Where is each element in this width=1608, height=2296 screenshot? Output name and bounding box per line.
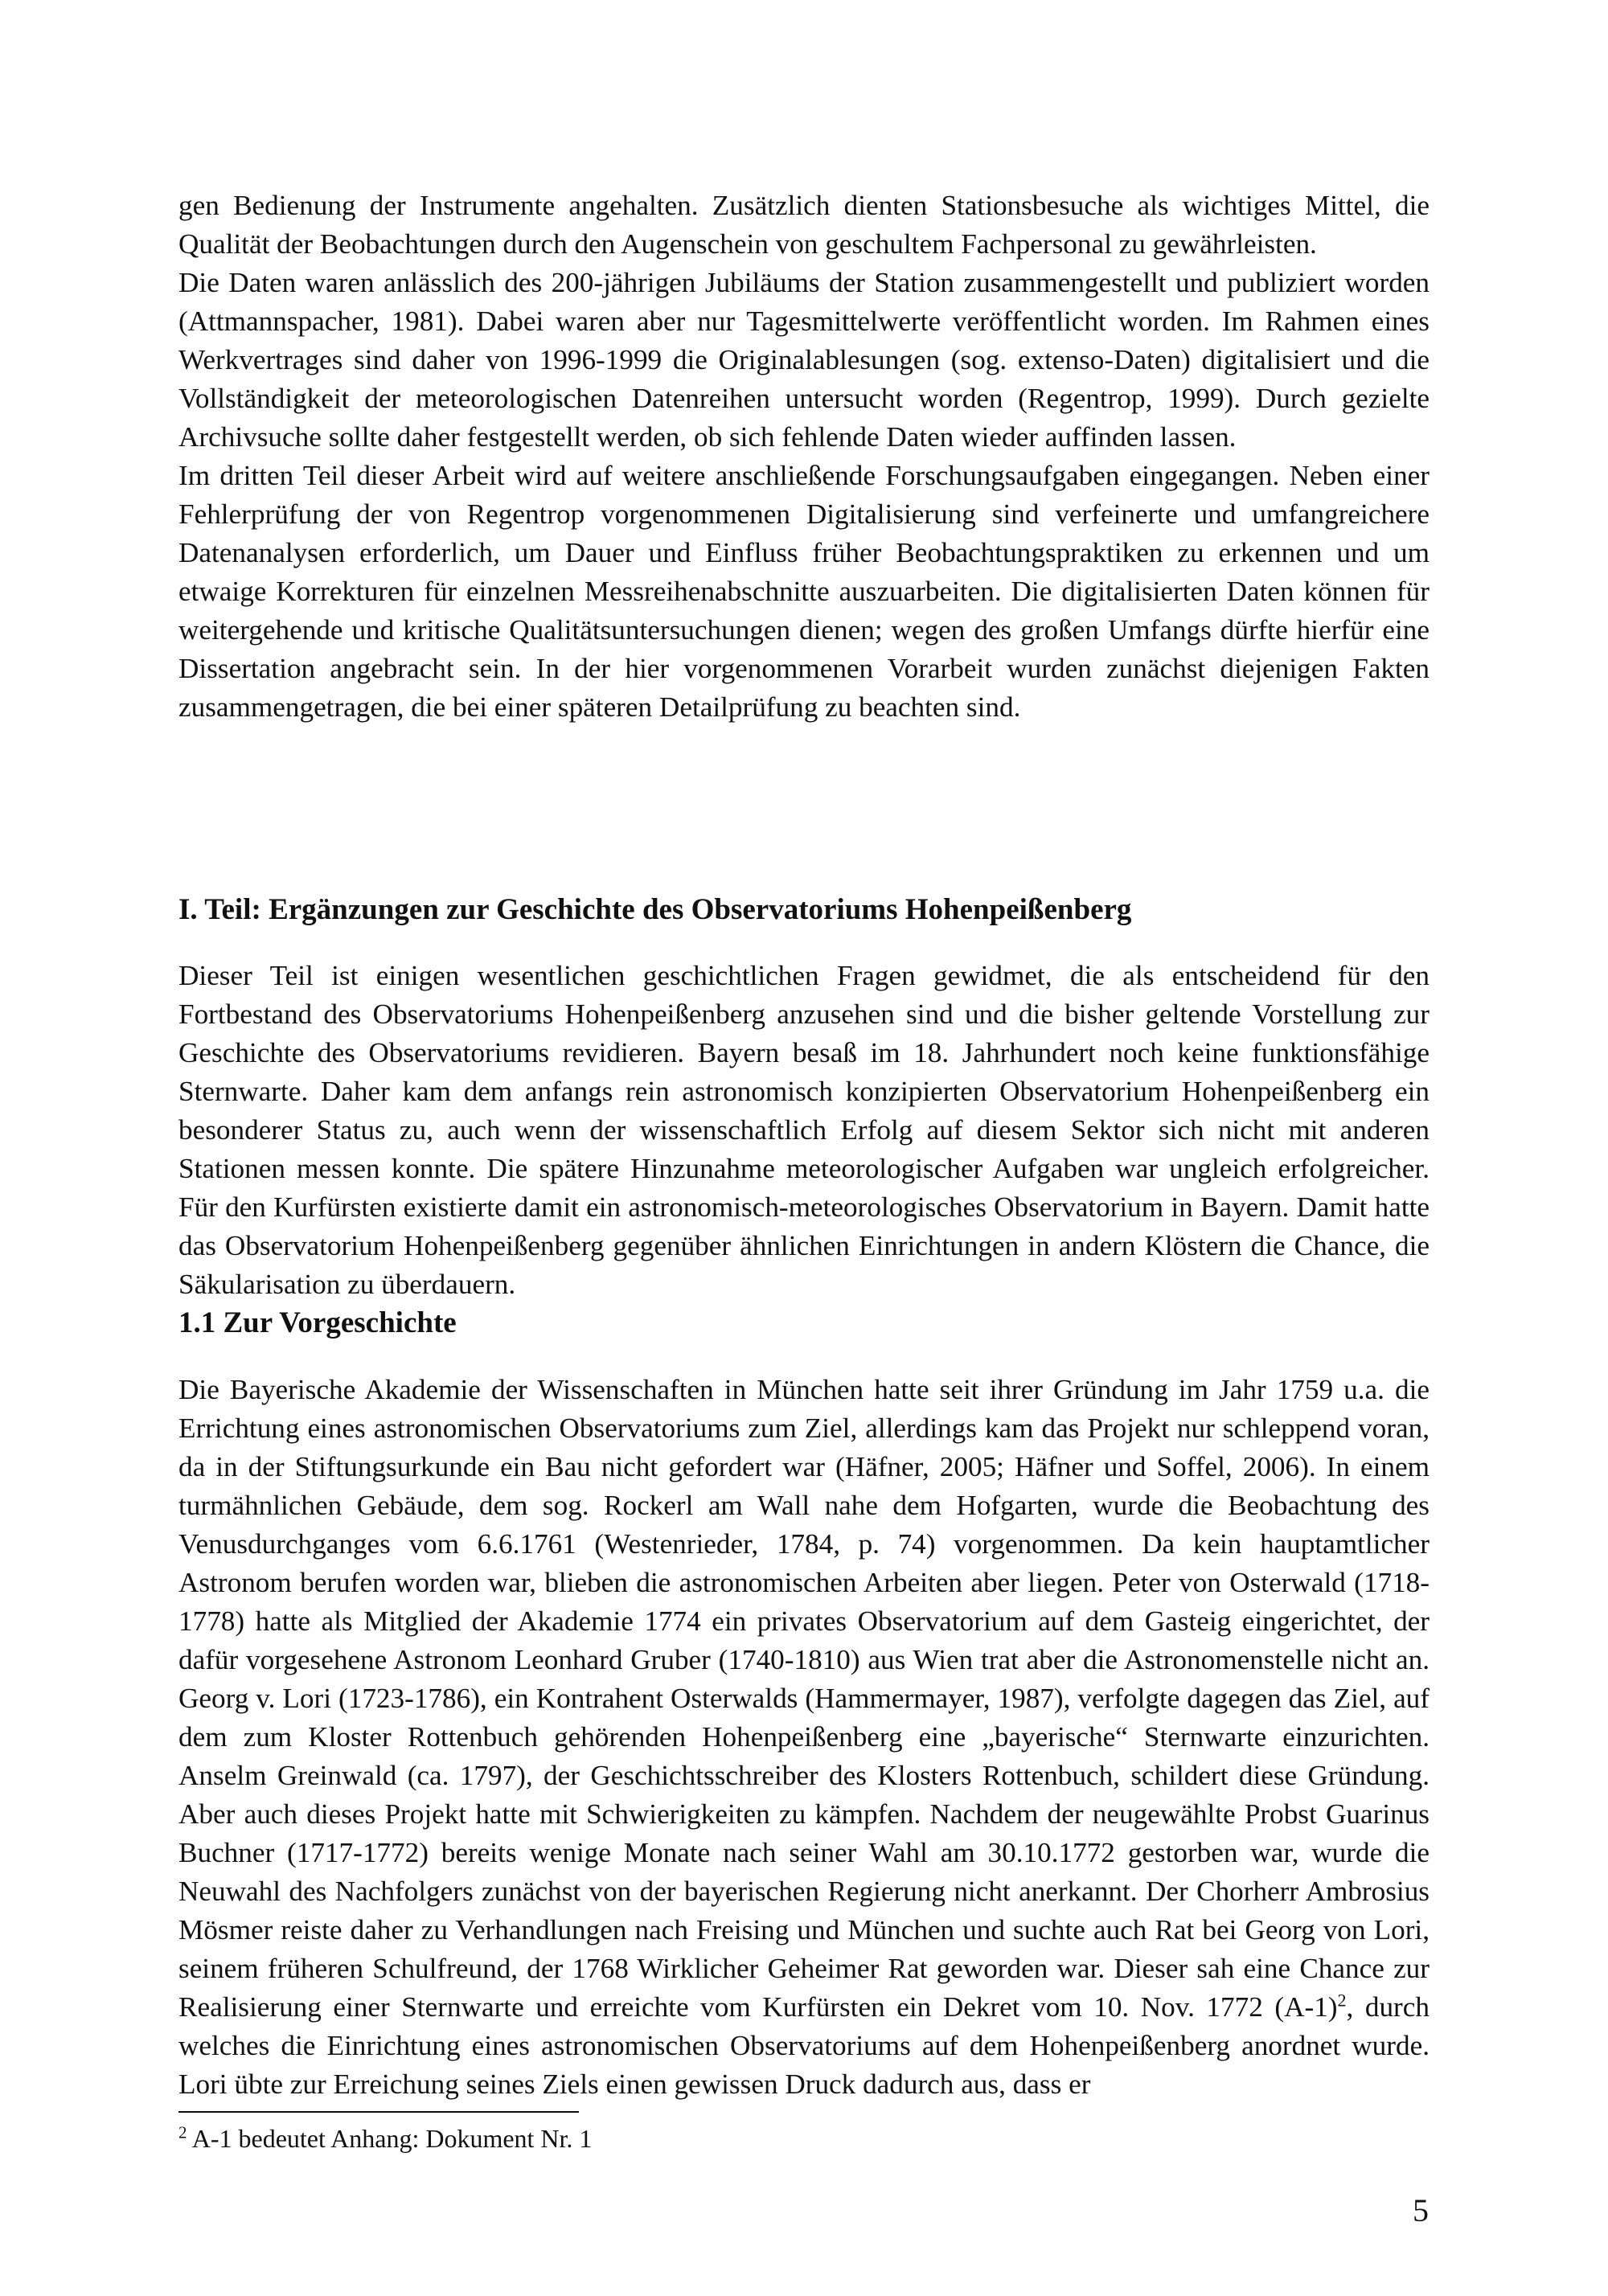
intro-paragraph-3: Im dritten Teil dieser Arbeit wird auf weitere anschließende Forschungsaufgaben eingegangen. Neben einer Fehlerprüfung der von Regentrop vorgenommenen Digitalisierung sind verfeinerte und umfangreichere Datenanalysen erforderlich, um Dauer und Einfluss früher Beobachtungspraktiken zu erkennen und um etwaige Korrekturen für einzelnen Messreihenabschnitte auszuarbeiten. Die digitalisierten Daten können für weitergehende und kritische Qualitätsuntersuchungen dienen; wegen des großen Umfangs dürfte hierfür eine Dissertation angebracht sein. In der hier vorgenommenen Vorarbeit wurden zunächst diejenigen Fakten zusammengetragen, die bei einer späteren Detailprüfung zu beachten sind. xyxy=(178,460,1430,723)
section-1-1-text-after-ref: , durch welches die Einrichtung eines astronomischen Observatoriums auf dem Hohenpeißenberg anordnet wurde. Lori übte zur Erreichung seines Ziels einen gewissen Druck dadurch aus, dass er xyxy=(178,1991,1430,2100)
intro-paragraph-2: Die Daten waren anlässlich des 200-jährigen Jubiläums der Station zusammengestellt und publiziert worden (Attmannspacher, 1981). Dabei waren aber nur Tagesmittelwerte veröffentlicht worden. Im Rahmen eines Werkvertrages sind daher von 1996-1999 die Originalablesungen (sog. extenso-Daten) digitalisiert und die Vollständigkeit der meteorologischen Datenreihen untersucht worden (Regentrop, 1999). Durch gezielte Archivsuche sollte daher festgestellt werden, ob sich fehlende Daten wieder auffinden lassen. xyxy=(178,267,1430,453)
section-1-1-paragraph xyxy=(178,1371,1430,2104)
part-1-body xyxy=(178,957,1430,1304)
footnote xyxy=(178,2121,592,2156)
footnote-text: A-1 bedeutet Anhang: Dokument Nr. 1 xyxy=(187,2124,593,2153)
intro-paragraph-1: gen Bedienung der Instrumente angehalten. Zusätzlich dienten Stationsbesuche als wichtiges Mittel, die Qualität der Beobachtungen durch den Augenschein von geschultem Fachpersonal zu gewährleisten. xyxy=(178,190,1430,260)
footnote-reference: 2 xyxy=(1337,1990,1347,2011)
part-1-paragraph: Dieser Teil ist einigen wesentlichen geschichtlichen Fragen gewidmet, die als entscheidend für den Fortbestand des Observatoriums Hohenpeißenberg anzusehen sind und die bisher geltende Vorstellung zur Geschichte des Observatoriums revidieren. Bayern besaß im 18. Jahrhundert noch keine funktionsfähige Sternwarte. Daher kam dem anfangs rein astronomisch konzipierten Observatorium Hohenpeißenberg ein besonderer Status zu, auch wenn der wissenschaftlich Erfolg auf diesem Sektor sich nicht mit anderen Stationen messen konnte. Die spätere Hinzunahme meteorologischer Aufgaben war ungleich erfolgreicher. Für den Kurfürsten existierte damit ein astronomisch-meteorologisches Observatorium in Bayern. Damit hatte das Observatorium Hohenpeißenberg gegenüber ähnlichen Einrichtungen in andern Klöstern die Chance, die Säkularisation zu überdauern. xyxy=(178,960,1430,1300)
page-number: 5 xyxy=(1413,2192,1429,2228)
footnote-divider xyxy=(178,2111,579,2113)
footnote-marker: 2 xyxy=(178,2122,187,2142)
section-1-1-text-before-ref: Die Bayerische Akademie der Wissenschaften in München hatte seit ihrer Gründung im Jahr 1759 u.a. die Errichtung eines astronomischen Observatoriums zum Ziel, allerdings kam das Projekt nur schleppend voran, da in der Stiftungsurkunde ein Bau nicht gefordert war (Häfner, 2005; Häfner und Soffel, 2006). In einem turmähnlichen Gebäude, dem sog. Rockerl am Wall nahe dem Hofgarten, wurde die Beobachtung des Venusdurchganges vom 6.6.1761 (Westenrieder, 1784, p. 74) vorgenommen. Da kein hauptamtlicher Astronom berufen worden war, blieben die astronomischen Arbeiten aber liegen. Peter von Osterwald (1718-1778) hatte als Mitglied der Akademie 1774 ein privates Observatorium auf dem Gasteig eingerichtet, der dafür vorgesehene Astronom Leonhard Gruber (1740-1810) aus Wien trat aber die Astronomenstelle nicht an. Georg v. Lori (1723-1786), ein Kontrahent Osterwalds (Hammermayer, 1987), verfolgte dagegen das Ziel, auf dem zum Kloster Rottenbuch gehörenden Hohenpeißenberg eine „bayerische“ Sternwarte einzurichten. Anselm Greinwald (ca. 1797), der Geschichtsschreiber des Klosters Rottenbuch, schildert diese Gründung. Aber auch dieses Projekt hatte mit Schwierigkeiten zu kämpfen. Nachdem der neugewählte Probst Guarinus Buchner (1717-1772) bereits wenige Monate nach seiner Wahl am 30.10.1772 gestorben war, wurde die Neuwahl des Nachfolgers zunächst von der bayerischen Regierung nicht anerkannt. Der Chorherr Ambrosius Mösmer reiste daher zu Verhandlungen nach Freising und München und suchte auch Rat bei Georg von Lori, seinem früheren Schulfreund, der 1768 Wirklicher Geheimer Rat geworden war. Dieser sah eine Chance zur Realisierung einer Sternwarte und erreichte vom Kurfürsten ein Dekret vom 10. Nov. 1772 (A-1) xyxy=(178,1374,1430,2023)
part-1-heading: I. Teil: Ergänzungen zur Geschichte des Observatoriums Hohenpeißenberg xyxy=(178,893,1132,926)
section-1-1-body xyxy=(178,1371,1430,2104)
section-1-1-heading: 1.1 Zur Vorgeschichte xyxy=(178,1306,457,1339)
intro-text xyxy=(178,187,1430,727)
